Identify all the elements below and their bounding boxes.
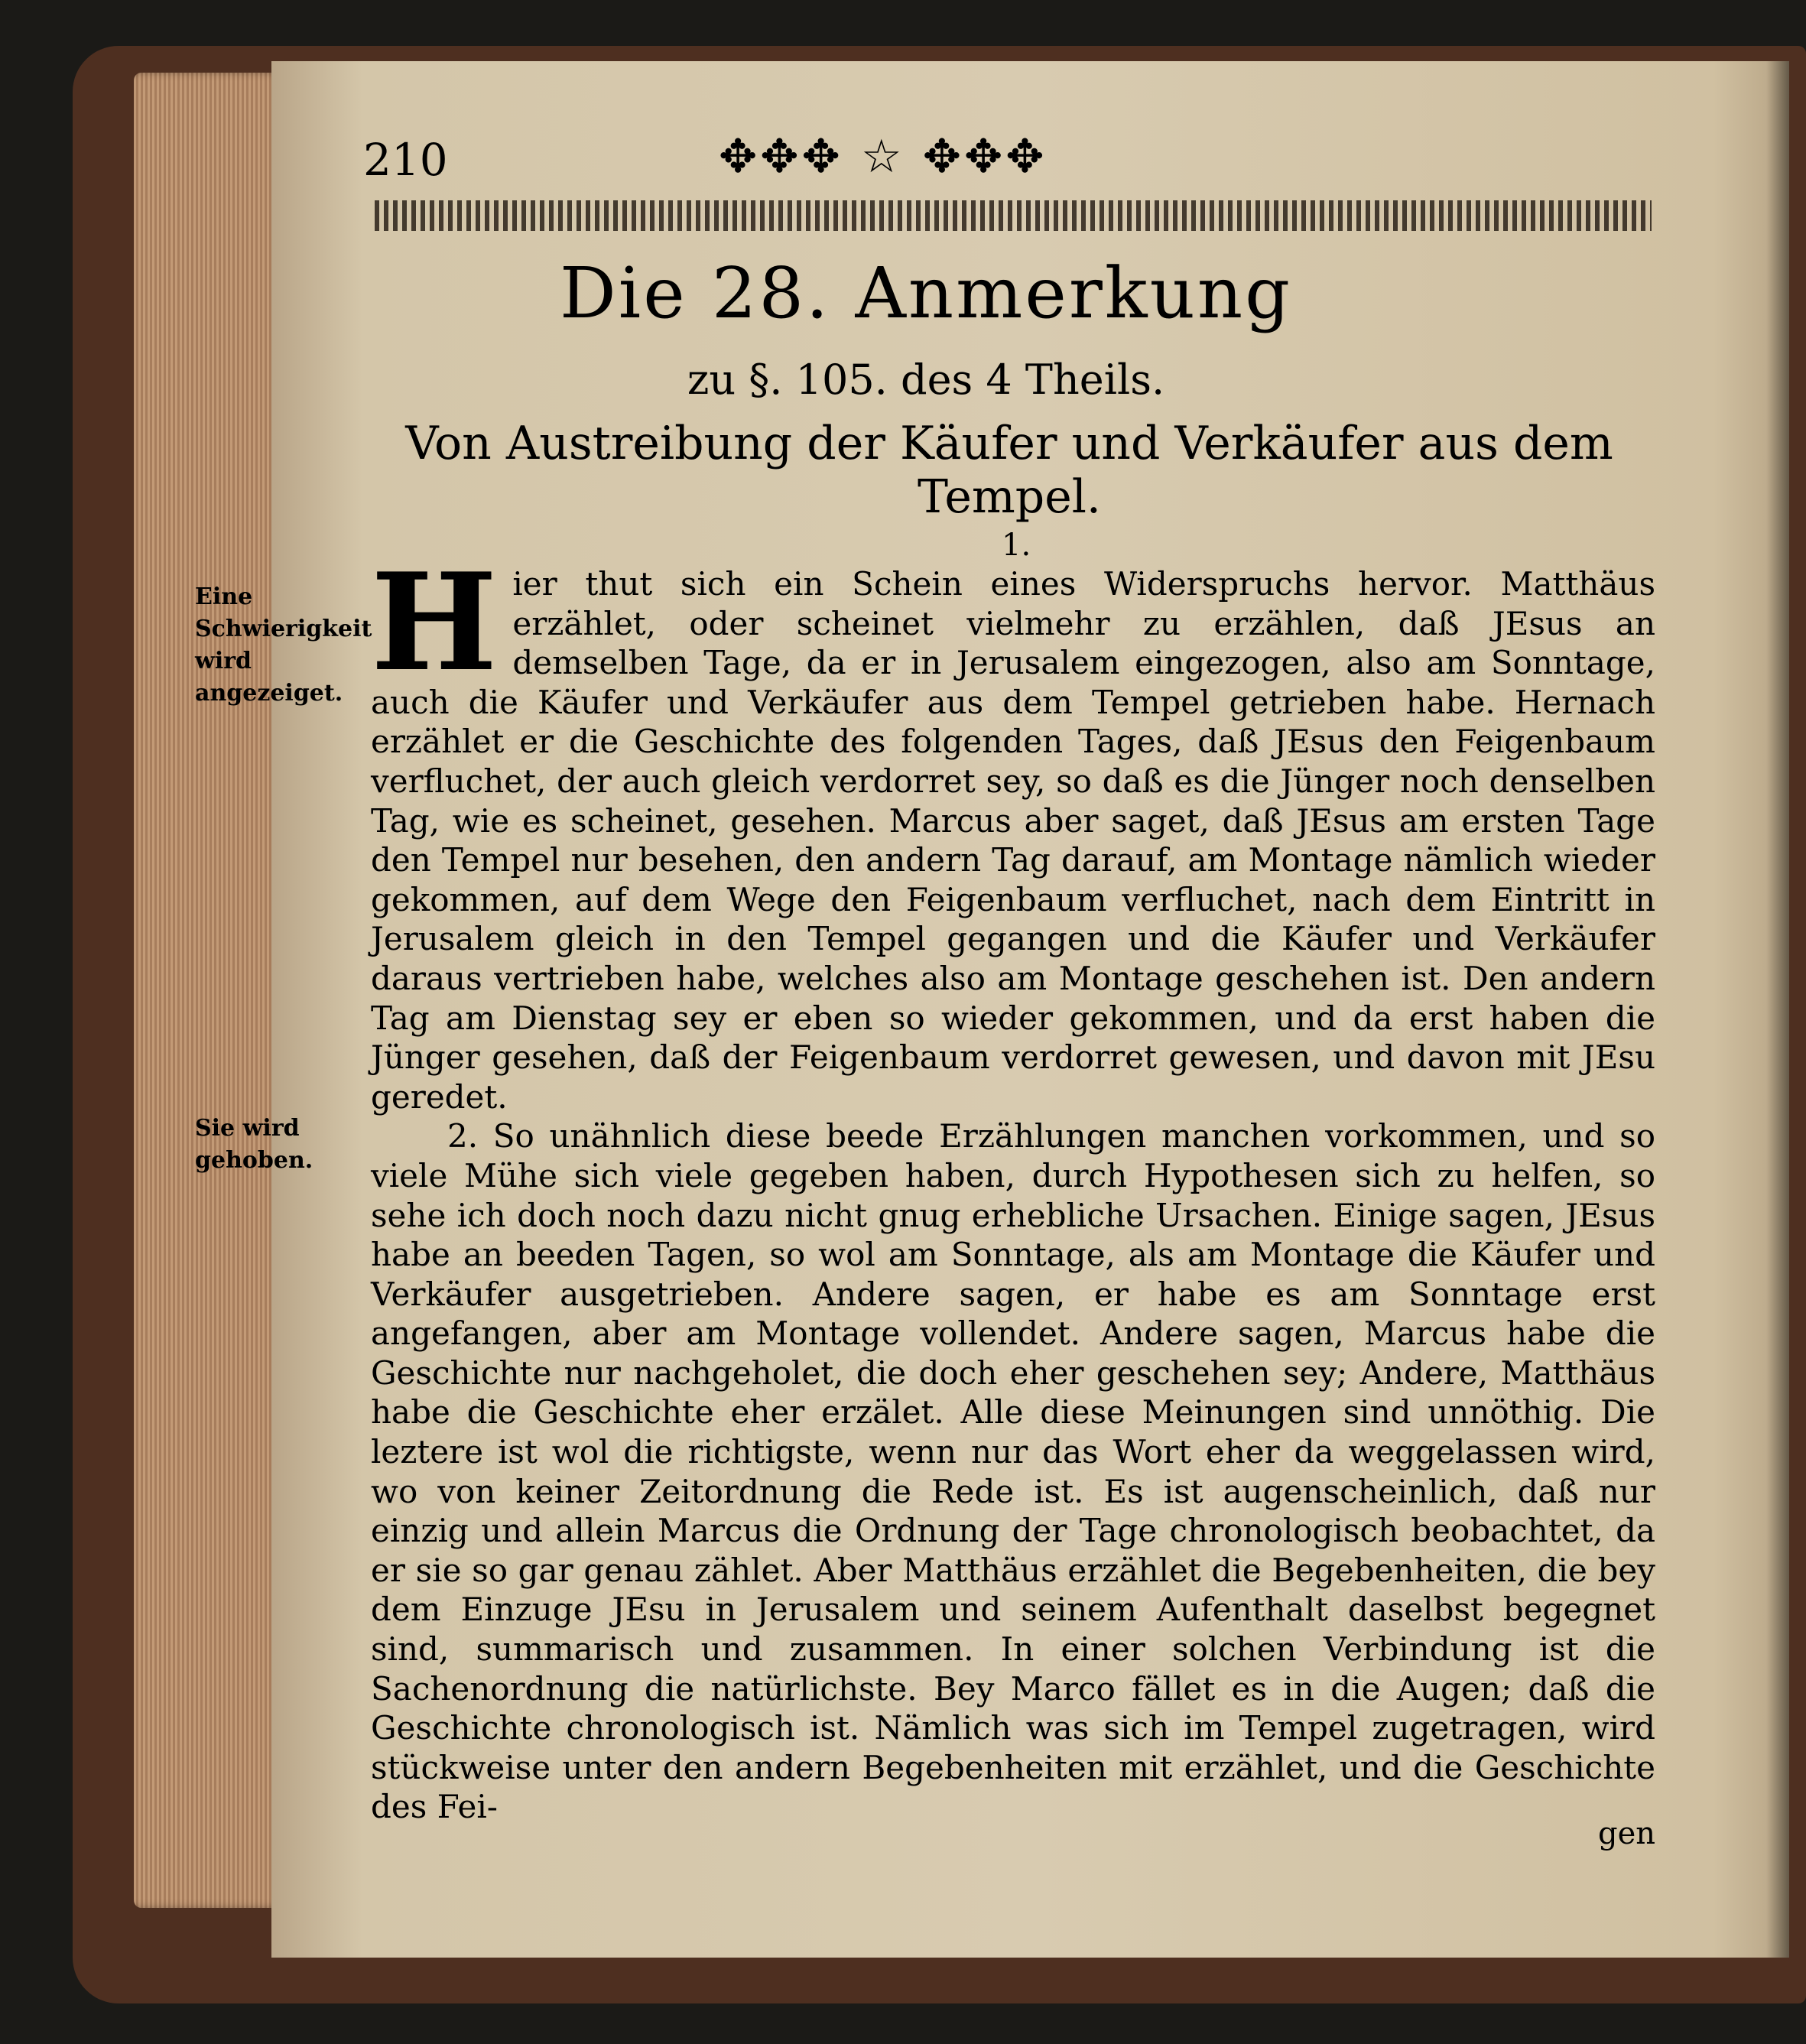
margin-note-difficulty: Eine Schwierigkeit wird angezeiget. (195, 583, 372, 707)
section-heading: Von Austreibung der Käufer und Verkäufer aus dem Tempel. (405, 417, 1613, 524)
paragraph-2: 2. So unähnlich diese beede Erzählungen manchen vorkommen, und so viele Mühe sich viele gegeben haben, durch Hypothesen sich zu helfen, so sehe ich doch noch dazu nicht gnug erhebliche Ursachen. Einige sagen, JEsus habe an beeden Tagen, so wol am Sonntage, als am Montage die Käufer und Verkäufer ausgetrieben. Andere sagen, er habe es am Sonntage erst angefangen, aber am Montage vollendet. Andere sagen, Marcus habe die Geschichte nur nachgeholet, die doch eher geschehen sey; Andere, Matthäus habe die Geschichte eher erzälet. Alle diese Meinungen sind unnöthig. Die leztere ist wol die richtigste, wenn nur das Wort eher da weggelassen wird, wo von keiner Zeitordnung die Rede ist. Es ist augenscheinlich, daß nur einzig und allein Marcus die Ordnung der Tage chronologisch beobachtet, da er sie so gar genau zählet. Aber Matthäus erzählet die Begebenheiten, die bey dem Einzuge JEsu in Jerusalem und seinem Aufenthalt daselbst begegnet sind, summarisch und zusammen. In einer solchen Verbindung ist die Sachenordnung die natürlichste. Bey Marco fället es in die Augen; daß die Geschichte chronologisch ist. Nämlich was sich im Tempel zugetragen, wird stückweise unter den andern Begebenheiten mit erzählet, und die Geschichte des Fei- (371, 1117, 1655, 1826)
margin-note-resolved: Sie wird gehoben. (195, 1115, 313, 1174)
page-number: 210 (363, 134, 448, 186)
page-subtitle: zu §. 105. des 4 Theils. (687, 356, 1165, 404)
ornamental-rule (375, 200, 1652, 231)
paragraph-1-text: ier thut sich ein Schein eines Widerspruchs hervor. Matthäus erzählet, oder scheinet vielmehr zu erzählen, daß JEsus an demselben Tage, da er in Jerusalem eingezogen, also am Sonntage, auch die Käufer und Verkäufer aus dem Tempel getrieben habe. Hernach erzählet er die Geschichte des folgenden Tages, daß JEsus den Feigenbaum verfluchet, der auch gleich verdorret sey, so daß es die Jünger noch denselben Tag, wie es scheinet, gesehen. Marcus aber saget, daß JEsus am ersten Tage den Tempel nur besehen, den andern Tag darauf, am Montage nämlich wieder gekommen, auf dem Wege den Feigenbaum verfluchet, nach dem Eintritt in Jerusalem gleich in den Tempel gegangen und die Käufer und Verkäufer daraus vertrieben habe, welches also am Montage geschehen ist. Den andern Tag am Dienstag sey er eben so wieder gekommen, und da erst haben die Jünger gesehen, daß der Feigenbaum verdorret gewesen, und davon mit JEsu geredet. (371, 565, 1655, 1116)
catchword: gen (1598, 1816, 1656, 1851)
page-title: Die 28. Anmerkung (560, 252, 1292, 334)
header-ornament: ✥✥✥ ☆ ✥✥✥ (719, 130, 1048, 184)
section-number: 1. (1002, 528, 1031, 563)
paragraph-1 (371, 544, 1655, 1116)
page-edges (134, 73, 283, 1908)
body-text (371, 544, 1655, 1827)
page-gutter (1766, 61, 1789, 1958)
drop-cap: H (371, 544, 498, 701)
